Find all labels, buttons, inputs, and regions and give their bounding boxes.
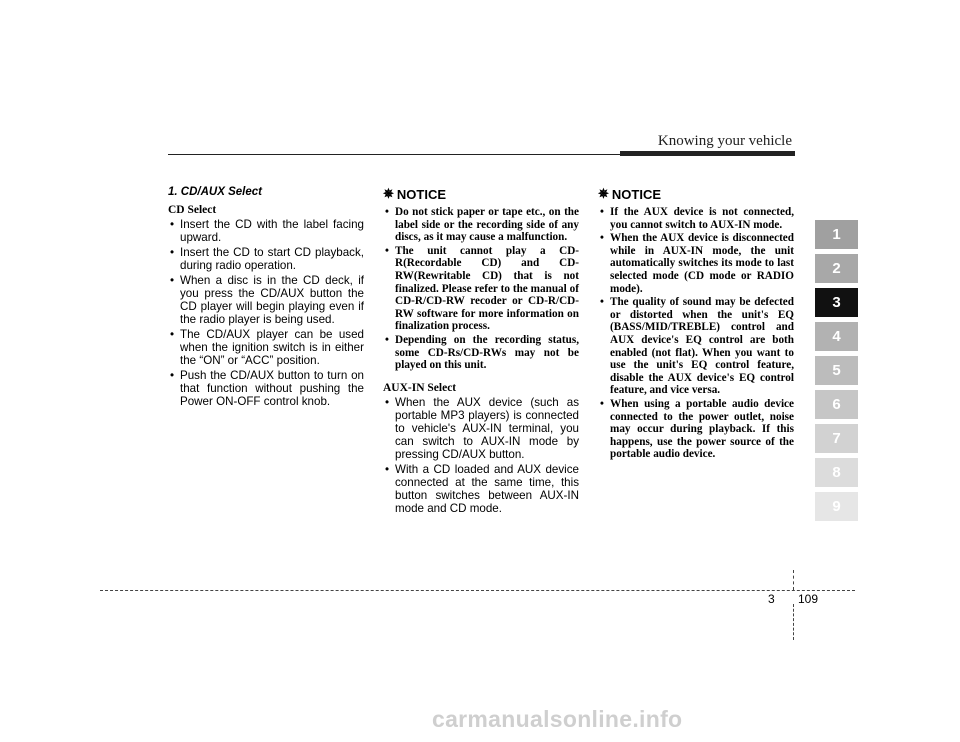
notice-title: NOTICE — [396, 186, 447, 202]
list-item: • If the AUX device is not connected, you cannot switch to AUX-IN mode. — [598, 206, 794, 231]
list-item: • Depending on the recording status, some CD-Rs/CD-RWs may not be played on this unit. — [383, 334, 579, 372]
list-item: • The unit cannot play a CD-R(Recordable CD) and CD-RW(Rewritable CD) that is not finalized. Please refer to the manual of CD-R/CD-RW recoder or CD-R/CD-RW software for more information on finalization process. — [383, 245, 579, 333]
notice-star-icon: ✵ — [598, 186, 609, 201]
cd-select-heading: CD Select — [168, 204, 217, 216]
list-item: • When the AUX device is disconnected while in AUX-IN mode, the unit automatically switches its mode to last selected mode (CD mode or RADIO mode). — [598, 232, 794, 295]
notice-heading — [383, 186, 579, 202]
list-item: • Do not stick paper or tape etc., on the label side or the recording side of any discs, as it may cause a malfunction. — [383, 206, 579, 244]
footer-vertical-rule — [793, 570, 794, 590]
chapter-tab-4[interactable]: 4 — [815, 322, 858, 351]
chapter-tab-9[interactable]: 9 — [815, 492, 858, 521]
section-title: 1. CD/AUX Select — [168, 186, 262, 198]
list-item: • The quality of sound may be defected or distorted when the unit's EQ (BASS/MID/TREBLE) control and AUX device's EQ control are both enabled (not flat). When you want to use the unit's EQ control feature, disable the AUX device's EQ control feature, and vice versa. — [598, 296, 794, 397]
aux-in-select-list — [383, 396, 579, 515]
list-item: • The CD/AUX player can be used when the ignition switch is in either the “ON” or “ACC” position. — [168, 328, 364, 367]
list-item: • When the AUX device (such as portable MP3 players) is connected to vehicle's AUX-IN terminal, you can switch to AUX-IN mode by pressing CD/AUX button. — [383, 396, 579, 461]
chapter-tab-3[interactable]: 3 — [815, 288, 858, 317]
watermark: carmanualsonline.info — [432, 706, 683, 732]
footer-divider — [100, 590, 855, 591]
page-number: 109 — [798, 592, 819, 606]
chapter-tabs — [815, 220, 858, 526]
column-notice-aux — [383, 186, 579, 523]
chapter-tab-6[interactable]: 6 — [815, 390, 858, 419]
list-item: • Insert the CD with the label facing upward. — [168, 218, 364, 244]
chapter-tab-1[interactable]: 1 — [815, 220, 858, 249]
column-cd-select — [168, 186, 364, 416]
cd-select-list — [168, 218, 364, 408]
footer-vertical-rule — [793, 604, 794, 640]
list-item: • With a CD loaded and AUX device connected at the same time, this button switches between AUX-IN mode and CD mode. — [383, 463, 579, 515]
header-accent-bar — [620, 151, 795, 156]
notice-title: NOTICE — [611, 186, 662, 202]
list-item: • When a disc is in the CD deck, if you press the CD/AUX button the CD player will begin playing even if the radio player is being used. — [168, 274, 364, 326]
column-notice-2 — [598, 186, 794, 471]
notice-list — [383, 206, 579, 372]
notice-heading — [598, 186, 794, 202]
chapter-tab-5[interactable]: 5 — [815, 356, 858, 385]
notice-list — [598, 206, 794, 461]
chapter-tab-7[interactable]: 7 — [815, 424, 858, 453]
page-chapter-number: 3 — [768, 592, 775, 606]
notice-star-icon: ✵ — [383, 186, 394, 201]
chapter-tab-8[interactable]: 8 — [815, 458, 858, 487]
list-item: • Push the CD/AUX button to turn on that function without pushing the Power ON-OFF control knob. — [168, 369, 364, 408]
chapter-tab-2[interactable]: 2 — [815, 254, 858, 283]
header-title: Knowing your vehicle — [657, 133, 792, 149]
list-item: • When using a portable audio device connected to the power outlet, noise may occur during playback. If this happens, use the power source of the portable audio device. — [598, 398, 794, 461]
list-item: • Insert the CD to start CD playback, during radio operation. — [168, 246, 364, 272]
aux-in-select-heading: AUX-IN Select — [383, 381, 457, 394]
